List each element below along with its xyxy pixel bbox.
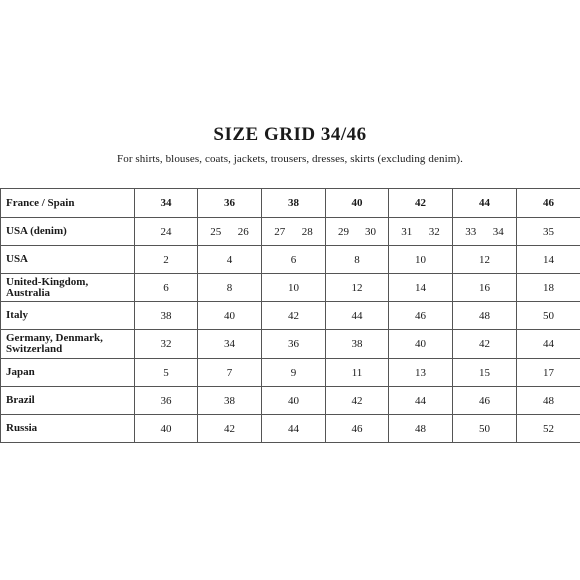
size-cell [262, 218, 326, 246]
size-cell: 40 [198, 302, 262, 330]
size-cell: 40 [326, 189, 389, 218]
table-row [1, 274, 580, 302]
table-row [1, 218, 580, 246]
row-label: Russia [1, 415, 135, 443]
size-cell: 42 [453, 330, 517, 359]
size-cell: 16 [453, 274, 517, 302]
size-cell: 46 [517, 189, 580, 218]
row-label: Germany, Denmark, Switzerland [1, 330, 135, 359]
size-cell: 18 [517, 274, 580, 302]
size-cell: 40 [262, 387, 326, 415]
size-cell: 42 [326, 387, 389, 415]
size-cell: 42 [389, 189, 453, 218]
size-pair [326, 226, 388, 238]
size-cell: 42 [198, 415, 262, 443]
size-cell: 48 [389, 415, 453, 443]
size-value: 34 [492, 225, 504, 238]
row-label: Brazil [1, 387, 135, 415]
size-cell: 34 [135, 189, 198, 218]
size-cell: 14 [517, 246, 580, 274]
size-cell: 38 [198, 387, 262, 415]
size-cell: 10 [389, 246, 453, 274]
row-label: United-Kingdom, Australia [1, 274, 135, 302]
size-value: 30 [365, 225, 376, 238]
size-cell: 40 [135, 415, 198, 443]
size-value: 26 [237, 225, 249, 238]
size-cell: 44 [262, 415, 326, 443]
size-cell: 38 [326, 330, 389, 359]
size-cell: 44 [326, 302, 389, 330]
size-cell: 50 [453, 415, 517, 443]
size-cell [198, 218, 262, 246]
size-value: 25 [210, 225, 222, 238]
size-cell: 46 [453, 387, 517, 415]
size-cell: 32 [135, 330, 198, 359]
size-pair [453, 226, 516, 238]
size-cell: 38 [135, 302, 198, 330]
row-label: Italy [1, 302, 135, 330]
size-cell: 6 [262, 246, 326, 274]
size-cell: 12 [326, 274, 389, 302]
table-row [1, 246, 580, 274]
size-cell: 13 [389, 359, 453, 387]
size-cell: 11 [326, 359, 389, 387]
size-cell: 7 [198, 359, 262, 387]
size-value: 27 [274, 225, 286, 238]
size-cell: 46 [389, 302, 453, 330]
size-cell: 36 [262, 330, 326, 359]
size-cell [389, 218, 453, 246]
size-cell: 48 [517, 387, 580, 415]
page-subtitle: For shirts, blouses, coats, jackets, trousers, dresses, skirts (excluding denim). [117, 153, 463, 165]
size-cell: 35 [517, 218, 580, 246]
size-cell: 34 [198, 330, 262, 359]
size-value: 33 [465, 225, 477, 238]
size-cell: 6 [135, 274, 198, 302]
size-pair [262, 226, 325, 238]
size-cell: 42 [262, 302, 326, 330]
row-label: France / Spain [1, 189, 135, 218]
size-cell: 46 [326, 415, 389, 443]
size-value: 32 [428, 225, 440, 238]
table-row [1, 189, 580, 218]
size-cell: 4 [198, 246, 262, 274]
size-pair [389, 226, 452, 238]
size-grid-table [0, 188, 580, 443]
row-label: USA (denim) [1, 218, 135, 246]
size-cell: 10 [262, 274, 326, 302]
size-cell: 44 [517, 330, 580, 359]
size-cell: 44 [389, 387, 453, 415]
size-cell: 8 [326, 246, 389, 274]
size-cell: 2 [135, 246, 198, 274]
size-cell: 14 [389, 274, 453, 302]
size-cell: 38 [262, 189, 326, 218]
size-value: 31 [401, 225, 413, 238]
size-cell: 44 [453, 189, 517, 218]
size-cell: 50 [517, 302, 580, 330]
size-cell [326, 218, 389, 246]
size-pair [198, 226, 261, 238]
size-cell [453, 218, 517, 246]
table-row [1, 359, 580, 387]
row-label: Japan [1, 359, 135, 387]
size-cell: 8 [198, 274, 262, 302]
size-cell: 36 [135, 387, 198, 415]
size-cell: 40 [389, 330, 453, 359]
table-row [1, 387, 580, 415]
table-row [1, 302, 580, 330]
page-title: SIZE GRID 34/46 [213, 124, 367, 145]
size-cell: 9 [262, 359, 326, 387]
row-label: USA [1, 246, 135, 274]
size-cell: 36 [198, 189, 262, 218]
size-cell: 52 [517, 415, 580, 443]
size-value: 28 [301, 225, 313, 238]
size-cell: 12 [453, 246, 517, 274]
table-row [1, 330, 580, 359]
size-value: 29 [338, 225, 349, 238]
size-cell: 24 [135, 218, 198, 246]
size-cell: 48 [453, 302, 517, 330]
table-row [1, 415, 580, 443]
size-cell: 5 [135, 359, 198, 387]
size-cell: 15 [453, 359, 517, 387]
size-cell: 17 [517, 359, 580, 387]
